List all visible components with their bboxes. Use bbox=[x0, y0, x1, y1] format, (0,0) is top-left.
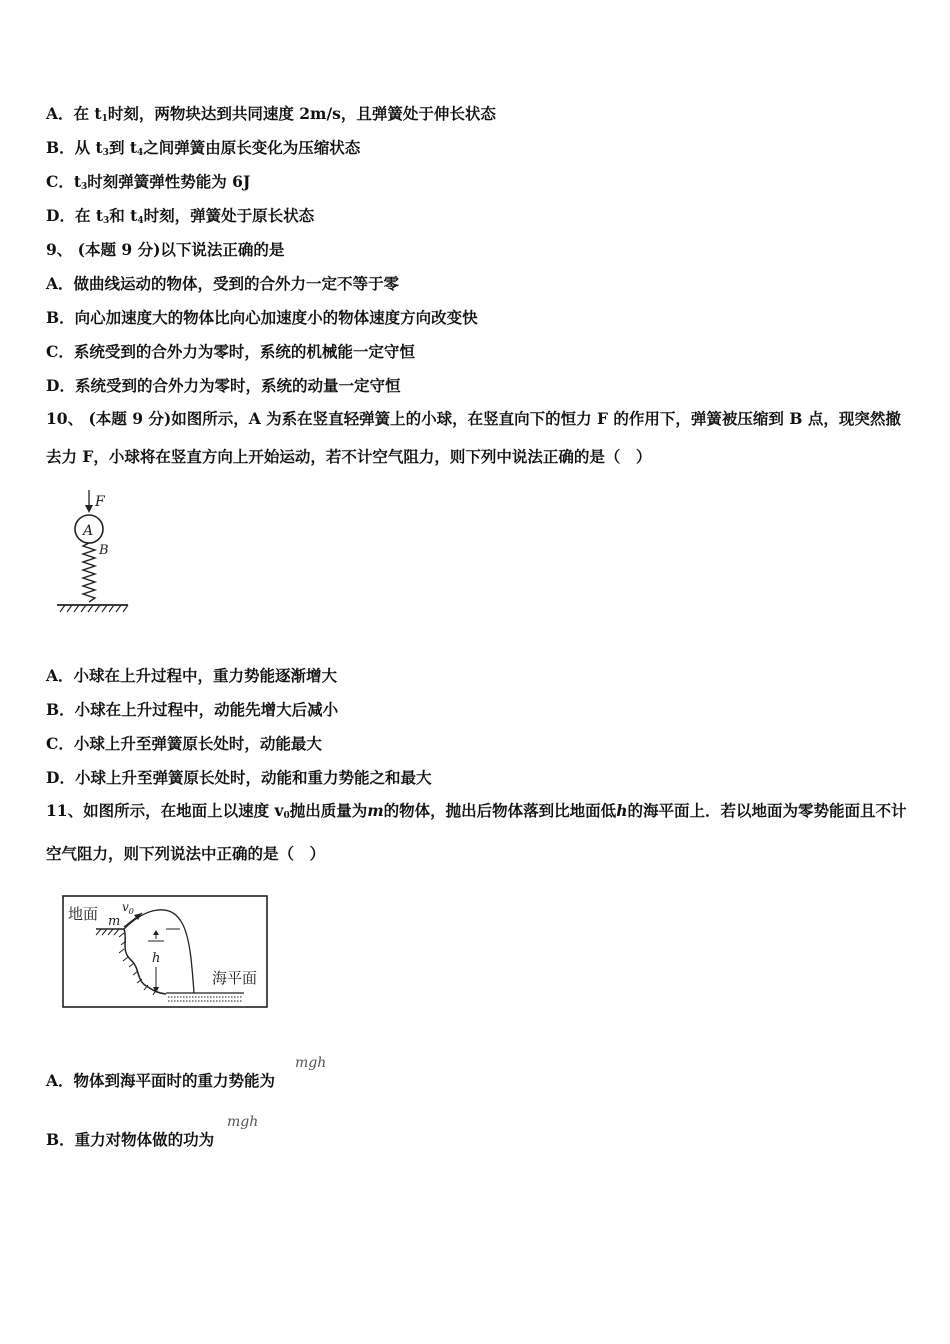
q9-option-c: C．系统受到的合外力为零时，系统的机械能一定守恒 bbox=[46, 342, 415, 361]
q10-option-b: B．小球在上升过程中，动能先增大后减小 bbox=[46, 700, 339, 719]
q11-option-b-math: mgh bbox=[227, 1114, 259, 1130]
q8-option-a: A．在 $t_1$时刻，两物块达到共同速度 2m/s，且弹簧处于伸长状态 bbox=[46, 104, 496, 124]
q11-option-a-math: mgh bbox=[295, 1055, 327, 1071]
point-b-label: B bbox=[99, 543, 109, 558]
q10-option-a: A．小球在上升过程中，重力势能逐渐增大 bbox=[46, 666, 338, 685]
ground-hatch bbox=[96, 929, 119, 935]
cliff-hatch bbox=[119, 933, 156, 995]
q11-cliff-figure bbox=[62, 895, 270, 1010]
sea-dots bbox=[168, 997, 242, 1001]
q10-option-d: D．小球上升至弹簧原长处时，动能和重力势能之和最大 bbox=[46, 768, 432, 787]
q8-option-b: B．从 $t_3$到 $t_4$之间弹簧由原长变化为压缩状态 bbox=[46, 138, 361, 158]
q10-stem: 10、 (本题 9 分)如图所示，A 为系在竖直轻弹簧上的小球，在竖直向下的恒力 F 的作用下，弹簧被压缩到 B 点，现突然撤去力 F，小球将在竖直方向上开始运动，若不计空气阻力，则下列中说法正确的是（ ） bbox=[46, 409, 901, 466]
q9-stem: 9、 (本题 9 分)以下说法正确的是 bbox=[46, 240, 285, 259]
q11-option-b: B．重力对物体做的功为 bbox=[46, 1130, 215, 1149]
velocity-label: $v_0$ bbox=[122, 900, 134, 916]
ground-label: 地面 bbox=[68, 905, 99, 923]
q8-option-d: D．在 $t_3$和 $t_4$时刻，弹簧处于原长状态 bbox=[46, 206, 315, 226]
mass-label: m bbox=[108, 914, 121, 929]
q11-stem: 11、如图所示，在地面上以速度 $v_0$抛出质量为m的物体，抛出后物体落到比地面低h的海平面上．若以地面为零势能面且不计空气阻力，则下列说法中正确的是（ ） bbox=[46, 801, 907, 863]
q9-option-b: B．向心加速度大的物体比向心加速度小的物体速度方向改变快 bbox=[46, 308, 478, 327]
force-arrowhead bbox=[85, 505, 93, 513]
height-arrowhead-top bbox=[153, 930, 159, 935]
height-label: h bbox=[152, 951, 161, 966]
q10-spring-figure bbox=[52, 488, 137, 618]
q9-option-a: A．做曲线运动的物体，受到的合外力一定不等于零 bbox=[46, 274, 400, 293]
spring bbox=[83, 543, 95, 602]
q10-option-c: C．小球上升至弹簧原长处时，动能最大 bbox=[46, 734, 322, 753]
q9-option-d: D．系统受到的合外力为零时，系统的动量一定守恒 bbox=[46, 376, 401, 395]
option-key: C． bbox=[46, 172, 74, 191]
option-key: D． bbox=[46, 206, 75, 225]
ball-label: A bbox=[83, 523, 94, 539]
force-label: F bbox=[95, 494, 105, 510]
option-key: B． bbox=[46, 138, 75, 157]
sea-label: 海平面 bbox=[212, 969, 258, 987]
option-key: A． bbox=[46, 104, 74, 123]
q11-option-a: A．物体到海平面时的重力势能为 bbox=[46, 1071, 276, 1090]
q8-option-c: C．$t_3$时刻弹簧弹性势能为 6J bbox=[46, 172, 251, 192]
ground-hatch bbox=[60, 605, 128, 612]
